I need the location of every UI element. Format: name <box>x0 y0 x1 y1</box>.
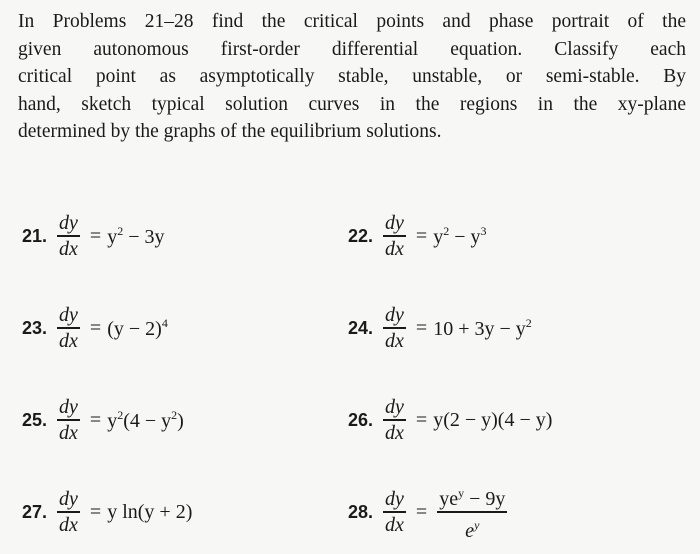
equals-sign: = <box>415 408 428 431</box>
equals-sign: = <box>415 224 428 247</box>
equation-rhs: $(y - 2)^4$ <box>107 315 168 340</box>
derivative-fraction: $\frac{dy}{dx}$ <box>59 212 78 260</box>
problem-23 <box>22 300 168 356</box>
equation-rhs: $10 + 3y - y^2$ <box>433 315 532 340</box>
problem-number: 28. <box>348 501 374 522</box>
derivative-fraction: $\frac{dy}{dx}$ <box>385 212 404 260</box>
problem-24 <box>348 300 532 356</box>
equals-sign: = <box>89 408 102 431</box>
problem-28 <box>348 484 511 540</box>
equals-sign: = <box>89 500 102 523</box>
equation-rhs: $y^2(4 - y^2)$ <box>107 407 184 432</box>
equation-rhs: $y^2 - y^3$ <box>433 223 487 248</box>
instruction-line-1: In Problems 21–28 find the critical points and phase portrait of the <box>18 11 686 32</box>
problem-number: 25. <box>22 409 48 430</box>
derivative-fraction: $\frac{dy}{dx}$ <box>59 304 78 352</box>
instruction-line-5: determined by the graphs of the equilibrium solutions. <box>18 121 442 143</box>
problem-number: 26. <box>348 409 374 430</box>
equals-sign: = <box>415 316 428 339</box>
instruction-line-4: hand, sketch typical solution curves in the regions in the xy-plane <box>18 93 686 115</box>
equals-sign: = <box>415 500 428 523</box>
problem-instructions <box>18 8 686 146</box>
rhs-denominator: $e^y$ <box>465 517 480 542</box>
equals-sign: = <box>89 224 102 247</box>
equation-rhs: y(2 − y)(4 − y) <box>433 408 553 431</box>
derivative-fraction: $\frac{dy}{dx}$ <box>59 488 78 536</box>
derivative-fraction: $\frac{dy}{dx}$ <box>385 396 404 444</box>
problem-number: 21. <box>22 225 48 246</box>
equation-rhs: $y^2 - 3y$ <box>107 223 165 248</box>
equation-rhs-fraction <box>437 481 507 542</box>
equals-sign: = <box>89 316 102 339</box>
problem-22 <box>348 208 486 264</box>
problem-26 <box>348 392 552 448</box>
problem-number: 22. <box>348 225 374 246</box>
problem-27 <box>22 484 192 540</box>
problem-21 <box>22 208 164 264</box>
problem-number: 24. <box>348 317 374 338</box>
derivative-fraction: $\frac{dy}{dx}$ <box>385 488 404 536</box>
instruction-line-3: critical point as asymptotically stable, unstable, or semi-stable. By <box>18 66 686 88</box>
instruction-line-2: given autonomous first-order differential equation. Classify each <box>18 38 686 60</box>
problem-number: 23. <box>22 317 48 338</box>
equation-rhs: y ln(y + 2) <box>107 500 193 523</box>
derivative-fraction: $\frac{dy}{dx}$ <box>385 304 404 352</box>
problem-25 <box>22 392 184 448</box>
derivative-fraction: $\frac{dy}{dx}$ <box>59 396 78 444</box>
problem-number: 27. <box>22 501 48 522</box>
rhs-numerator: $ye^y - 9y$ <box>439 486 506 511</box>
